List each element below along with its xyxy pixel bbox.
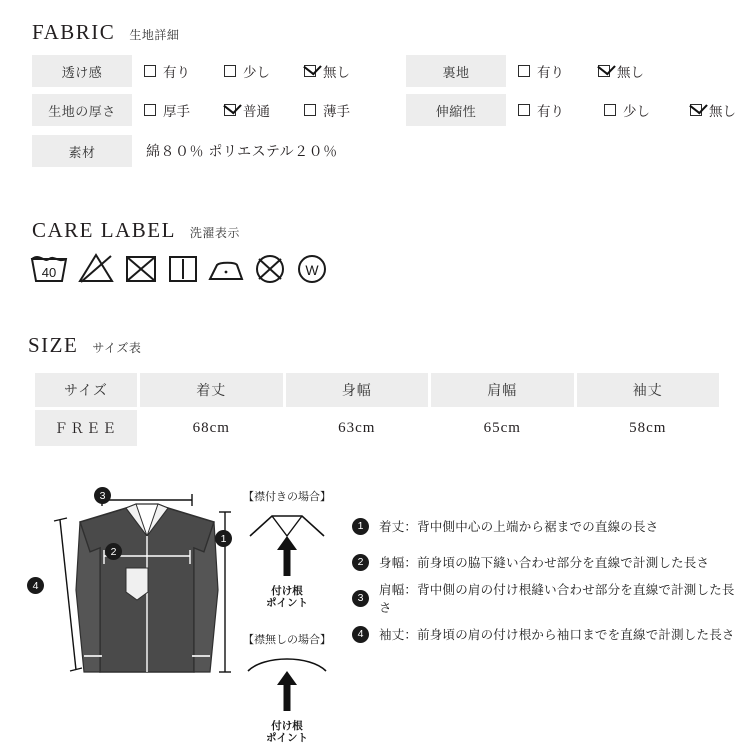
size-col-header-shoulder: 肩幅	[431, 373, 574, 407]
garment-illustration	[18, 480, 258, 700]
option-thickness-thick[interactable]	[144, 100, 224, 120]
fabric-options-stretch	[506, 94, 750, 126]
wash-40-icon	[28, 248, 70, 286]
checkbox-checked-icon[interactable]	[598, 65, 610, 77]
size-heading-jp: サイズ表	[92, 341, 142, 355]
care-heading-en: CARE LABEL	[32, 218, 176, 242]
fabric-options-sheerness	[132, 55, 384, 87]
option-label: 無し	[323, 65, 350, 80]
option-lining-yes[interactable]	[518, 61, 598, 81]
fabric-heading-jp: 生地詳細	[129, 28, 180, 42]
size-value-length: 68cm	[140, 410, 283, 446]
fabric-table	[32, 55, 736, 174]
size-table	[32, 370, 722, 449]
fabric-options-thickness	[132, 94, 384, 126]
legend-text-2: 身幅：前身頃の脇下縫い合わせ部分を直線で計測した長さ	[379, 556, 710, 570]
no-tumble-dry-icon	[122, 248, 160, 286]
checkbox-checked-icon[interactable]	[690, 104, 702, 116]
option-stretch-slight[interactable]	[604, 100, 690, 120]
diagram-marker-1: 1	[215, 530, 232, 547]
collar-case-caption: 付け根 ポイント	[266, 585, 308, 610]
svg-text:40: 40	[41, 265, 57, 280]
legend-bullet-2: 2	[352, 554, 369, 571]
wet-clean-icon	[294, 248, 330, 286]
option-label: 無し	[709, 104, 736, 119]
no-bleach-icon	[76, 248, 116, 286]
option-thickness-normal[interactable]	[224, 100, 304, 120]
svg-text:W: W	[305, 262, 319, 278]
option-lining-none[interactable]	[598, 61, 678, 81]
legend-text-4: 袖丈：前身頃の肩の付け根から袖口までを直線で計測した長さ	[379, 628, 735, 642]
legend-bullet-3: 3	[352, 590, 369, 607]
option-label: 厚手	[163, 104, 190, 119]
checkbox-icon[interactable]	[144, 104, 156, 116]
care-section-heading	[32, 218, 240, 243]
legend-item-sleeve	[352, 616, 742, 652]
care-symbols	[28, 248, 330, 286]
fabric-section-heading	[32, 20, 179, 45]
fabric-heading-en: FABRIC	[32, 20, 116, 44]
collar-case-title: 【襟付きの場合】	[243, 491, 331, 503]
size-row-label-free: ＦＲＥＥ	[35, 410, 137, 446]
option-label: 少し	[243, 65, 270, 80]
no-collar-case-title: 【襟無しの場合】	[243, 634, 331, 647]
option-thickness-thin[interactable]	[304, 100, 384, 120]
legend-item-width	[352, 544, 742, 580]
checkbox-icon[interactable]	[144, 65, 156, 77]
fabric-row-material	[32, 135, 722, 167]
table-row	[35, 410, 719, 446]
option-label: 有り	[537, 104, 564, 119]
fabric-row-sheerness	[32, 55, 722, 87]
care-heading-jp: 洗濯表示	[189, 226, 240, 240]
option-sheerness-slight[interactable]	[224, 61, 304, 81]
option-label: 少し	[623, 104, 650, 119]
checkbox-icon[interactable]	[604, 104, 616, 116]
fabric-subrow-stretch	[406, 94, 750, 126]
size-value-width: 63cm	[286, 410, 429, 446]
legend-text-3: 肩幅：背中側の肩の付け根縫い合わせ部分を直線で計測した長さ	[379, 583, 735, 615]
fabric-label-material: 素材	[32, 135, 132, 167]
option-label: 薄手	[323, 104, 350, 119]
measurement-diagram	[0, 470, 750, 744]
fabric-label-thickness: 生地の厚さ	[32, 94, 132, 126]
drip-dry-icon	[166, 248, 200, 286]
size-section-heading	[28, 333, 141, 358]
option-sheerness-none[interactable]	[304, 61, 384, 81]
fabric-label-sheerness: 透け感	[32, 55, 132, 87]
no-collar-case-caption: 付け根 ポイント	[266, 720, 308, 744]
checkbox-icon[interactable]	[518, 65, 530, 77]
no-dryclean-icon	[252, 248, 288, 286]
legend-text-1: 着丈：背中側中心の上端から裾までの直線の長さ	[379, 520, 659, 534]
option-label: 普通	[243, 104, 270, 119]
checkbox-icon[interactable]	[224, 65, 236, 77]
size-heading-en: SIZE	[28, 333, 79, 357]
size-col-header-length: 着丈	[140, 373, 283, 407]
option-label: 無し	[617, 65, 644, 80]
iron-low-icon	[206, 248, 246, 286]
collar-case-diagram	[232, 506, 342, 580]
checkbox-icon[interactable]	[304, 104, 316, 116]
diagram-marker-3: 3	[94, 487, 111, 504]
legend-item-shoulder	[352, 580, 742, 616]
checkbox-checked-icon[interactable]	[304, 65, 316, 77]
legend-item-length	[352, 508, 742, 544]
legend-bullet-4: 4	[352, 626, 369, 643]
fabric-label-stretch: 伸縮性	[406, 94, 506, 126]
measurement-legend	[352, 508, 742, 652]
option-label: 有り	[163, 65, 190, 80]
option-label: 有り	[537, 65, 564, 80]
fabric-label-lining: 裏地	[406, 55, 506, 87]
attachment-point-illustrations	[232, 488, 342, 744]
option-stretch-yes[interactable]	[518, 100, 604, 120]
no-collar-case-block	[232, 631, 342, 744]
size-table-header-row	[35, 373, 719, 407]
fabric-options-lining	[506, 55, 678, 87]
legend-bullet-1: 1	[352, 518, 369, 535]
fabric-value-material: 綿８０％ ポリエステル２０％	[146, 143, 338, 159]
option-sheerness-yes[interactable]	[144, 61, 224, 81]
size-value-sleeve: 58cm	[577, 410, 720, 446]
fabric-row-thickness	[32, 94, 736, 126]
fabric-subrow-lining	[406, 55, 678, 87]
checkbox-icon[interactable]	[518, 104, 530, 116]
diagram-marker-4: 4	[27, 577, 44, 594]
no-collar-case-diagram	[232, 649, 342, 715]
size-value-shoulder: 65cm	[431, 410, 574, 446]
diagram-marker-2: 2	[105, 543, 122, 560]
size-col-header-sleeve: 袖丈	[577, 373, 720, 407]
size-col-header-width: 身幅	[286, 373, 429, 407]
size-col-header-size: サイズ	[35, 373, 137, 407]
checkbox-checked-icon[interactable]	[224, 104, 236, 116]
option-stretch-none[interactable]	[690, 100, 750, 120]
